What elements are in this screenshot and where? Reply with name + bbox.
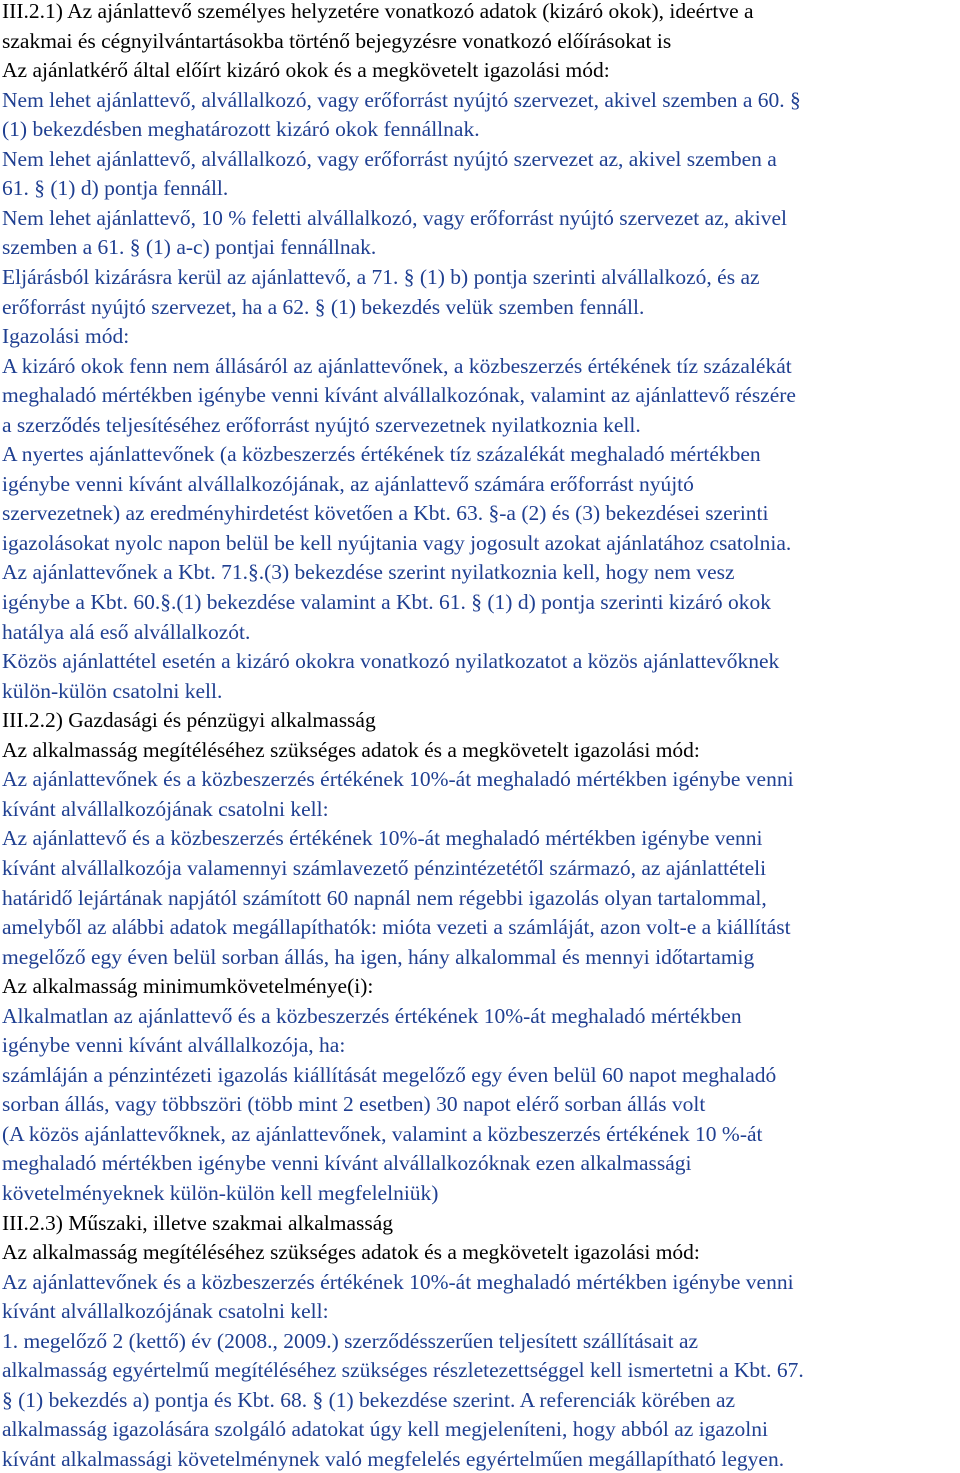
text-line: meghaladó mértékben igénybe venni kívánt alvállalkozóknak ezen alkalmassági (2, 1151, 692, 1176)
text-line: Az ajánlattevőnek és a közbeszerzés értékének 10%-át meghaladó mértékben igénybe venni (2, 1269, 794, 1294)
text-line: igazolásokat nyolc napon belül be kell nyújtania vagy jogosult azokat ajánlatához csatolnia. (2, 530, 792, 555)
text-line: meghaladó mértékben igénybe venni kívánt alvállalkozónak, valamint az ajánlattevő részére (2, 383, 796, 408)
text-line: sorban állás, vagy többszöri (több mint 2 esetben) 30 napot elérő sorban állás volt (2, 1092, 706, 1117)
text-line: határidő lejártának napjától számított 60 napnál nem régebbi igazolás olyan tartalommal, (2, 885, 767, 910)
text-line: Alkalmatlan az ajánlattevő és a közbeszerzés értékének 10%-át meghaladó mértékben (2, 1003, 742, 1028)
text-line: külön-külön csatolni kell. (2, 678, 223, 703)
text-line: alkalmasság igazolására szolgáló adatokat úgy kell megjeleníteni, hogy abból az igazolni (2, 1417, 768, 1442)
text-line: Az alkalmasság minimumkövetelménye(i): (2, 974, 374, 999)
text-line: 1. megelőző 2 (kettő) év (2008., 2009.) szerződésszerűen teljesített szállításait az (2, 1328, 699, 1353)
text-line: hatálya alá eső alvállalkozót. (2, 619, 251, 644)
text-line: kívánt alkalmassági követelménynek való megfelelés egyértelműen megállapítható legyen. (2, 1446, 785, 1471)
text-line: a szerződés teljesítéséhez erőforrást nyújtó szervezetnek nyilatkoznia kell. (2, 412, 641, 437)
text-line: 61. § (1) d) pontja fennáll. (2, 176, 229, 201)
text-line: igénybe venni kívánt alvállalkozója, ha: (2, 1033, 346, 1058)
text-line: III.2.3) Műszaki, illetve szakmai alkalmasság (2, 1210, 394, 1235)
text-line: szervezetnek) az eredményhirdetést követően a Kbt. 63. §-a (2) és (3) bekezdései szerinti (2, 501, 769, 526)
text-line: A nyertes ajánlattevőnek (a közbeszerzés értékének tíz százalékát meghaladó mértékben (2, 442, 761, 467)
text-line: § (1) bekezdés a) pontja és Kbt. 68. § (1) bekezdése szerint. A referenciák körében az (2, 1387, 736, 1412)
text-line: III.2.1) Az ajánlattevő személyes helyzetére vonatkozó adatok (kizáró okok), ideértve a (2, 0, 754, 23)
text-line: Az ajánlattevő és a közbeszerzés értékének 10%-át meghaladó mértékben igénybe venni (2, 826, 763, 851)
text-line: III.2.2) Gazdasági és pénzügyi alkalmasság (2, 708, 376, 733)
text-line: Az ajánlatkérő által előírt kizáró okok és a megkövetelt igazolási mód: (2, 58, 610, 83)
text-line: Nem lehet ajánlattevő, alvállalkozó, vagy erőforrást nyújtó szervezet, akivel szemben a 60. § (2, 87, 801, 112)
text-line: igénybe a Kbt. 60.§.(1) bekezdése valamint a Kbt. 61. § (1) d) pontja szerinti kizáró okok (2, 590, 771, 614)
text-line: kívánt alvállalkozója valamennyi számlavezető pénzintézetétől származó, az ajánlattételi (2, 855, 767, 880)
text-line: szakmai és cégnyilvántartásokba történő bejegyzésre vonatkozó előírásokat is (2, 28, 672, 53)
text-line: Az ajánlattevőnek a Kbt. 71.§.(3) bekezdése szerint nyilatkoznia kell, hogy nem vesz (2, 560, 735, 585)
text-line: szemben a 61. § (1) a-c) pontjai fennállnak. (2, 235, 377, 260)
text-line: Nem lehet ajánlattevő, 10 % feletti alvállalkozó, vagy erőforrást nyújtó szervezet az, akivel (2, 205, 788, 230)
text-line: alkalmasság egyértelmű megítéléséhez szükséges részletezettséggel kell ismertetni a Kbt. 67. (2, 1358, 804, 1383)
text-line: (A közös ajánlattevőknek, az ajánlattevőnek, valamint a közbeszerzés értékének 10 %-át (2, 1121, 763, 1146)
text-line: amelyből az alábbi adatok megállapíthatók: mióta vezeti a számláját, azon volt-e a kiállítást (2, 915, 791, 940)
text-line: megelőző egy éven belül sorban állás, ha igen, hány alkalommal és mennyi időtartamig (2, 944, 755, 969)
text-line: számláján a pénzintézeti igazolás kiállítását megelőző egy éven belül 60 napot meghaladó (2, 1062, 777, 1087)
text-line: (1) bekezdésben meghatározott kizáró okok fennállnak. (2, 117, 480, 142)
text-line: Eljárásból kizárásra kerül az ajánlattevő, a 71. § (1) b) pontja szerinti alvállalkozó, és az (2, 264, 760, 289)
text-line: igénybe venni kívánt alvállalkozójának, az ajánlattevő számára erőforrást nyújtó (2, 471, 694, 496)
text-line: Nem lehet ajánlattevő, alvállalkozó, vagy erőforrást nyújtó szervezet az, akivel szemben a (2, 146, 777, 171)
text-line: Az alkalmasság megítéléséhez szükséges adatok és a megkövetelt igazolási mód: (2, 737, 700, 762)
text-line: Az alkalmasság megítéléséhez szükséges adatok és a megkövetelt igazolási mód: (2, 1240, 700, 1265)
text-line: A kizáró okok fenn nem állásáról az ajánlattevőnek, a közbeszerzés értékének tíz százalékát (2, 353, 792, 378)
text-line: Az ajánlattevőnek és a közbeszerzés értékének 10%-át meghaladó mértékben igénybe venni (2, 767, 794, 792)
text-line: Közös ajánlattétel esetén a kizáró okokra vonatkozó nyilatkozatot a közös ajánlattevőknek (2, 649, 780, 674)
text-line: kívánt alvállalkozójának csatolni kell: (2, 796, 329, 821)
text-line: erőforrást nyújtó szervezet, ha a 62. § (1) bekezdés velük szemben fennáll. (2, 294, 645, 319)
text-line: követelményeknek külön-külön kell megfelelniük) (2, 1181, 439, 1205)
text-line: Igazolási mód: (2, 324, 130, 349)
text-line: kívánt alvállalkozójának csatolni kell: (2, 1299, 329, 1324)
